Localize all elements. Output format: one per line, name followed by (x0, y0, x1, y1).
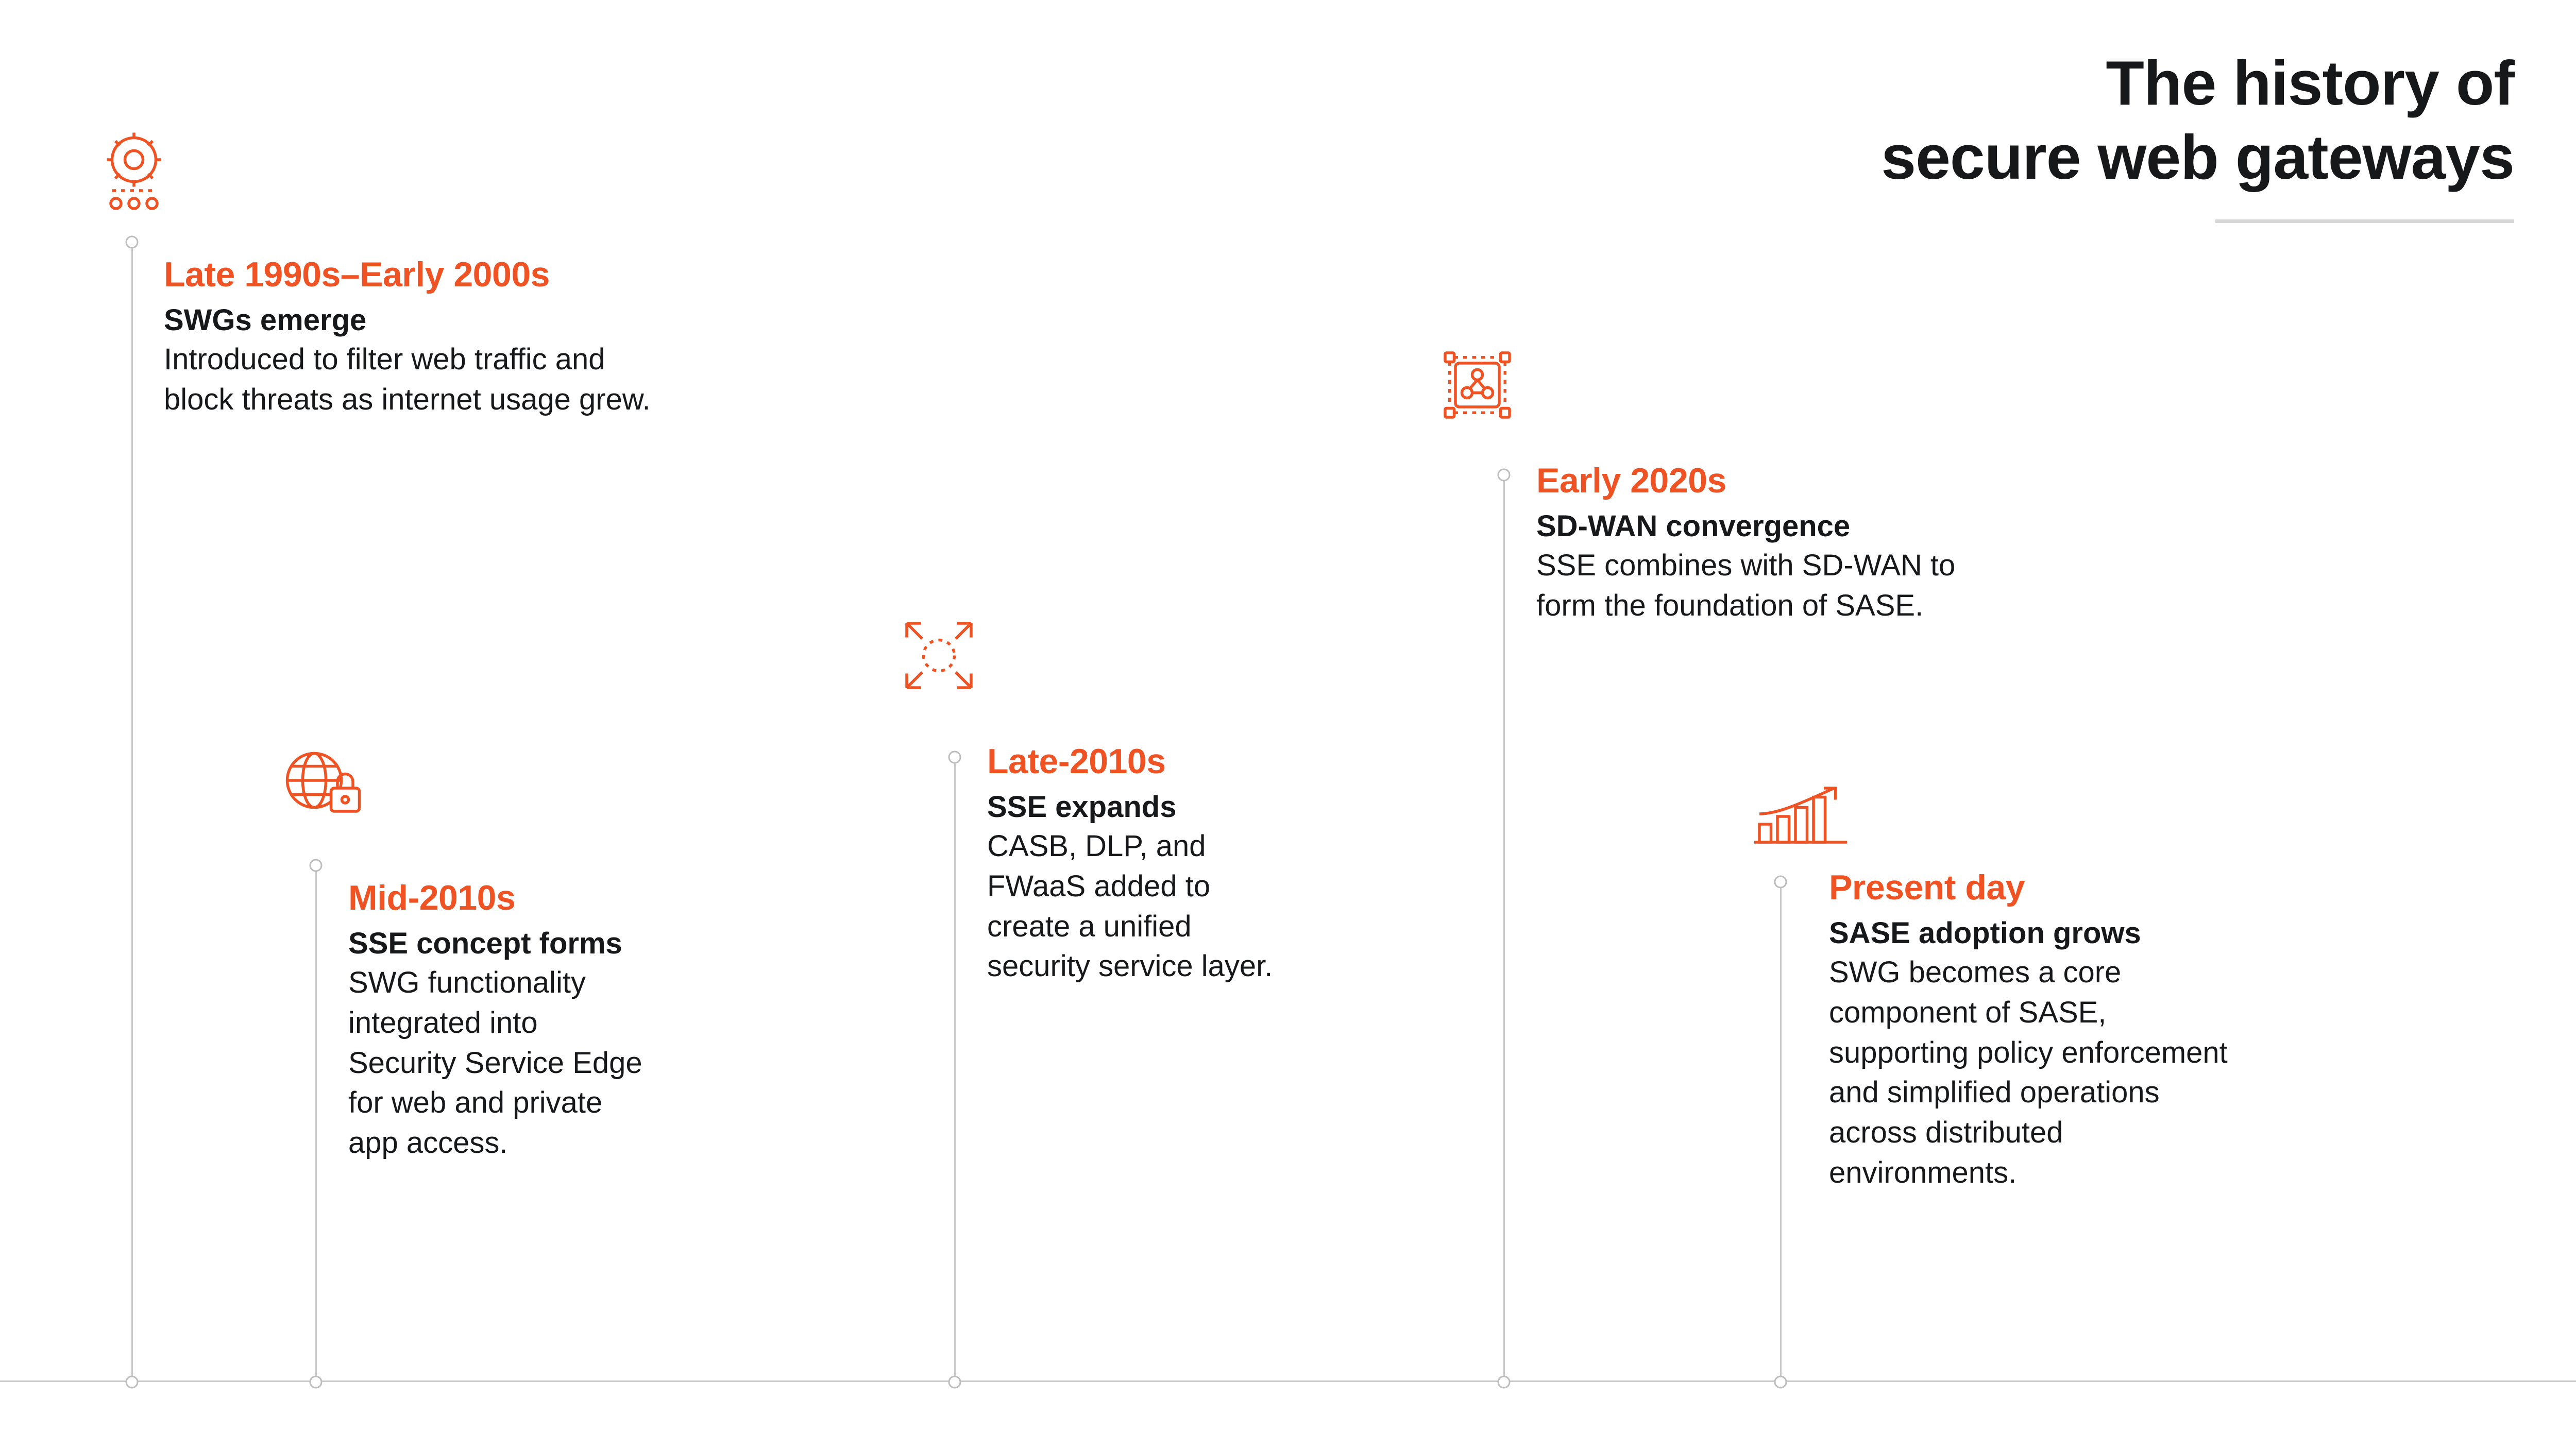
timeline-stem-2 (315, 865, 317, 1382)
timeline-entry-2 (348, 878, 915, 1163)
timeline-stem-4 (1503, 475, 1505, 1382)
timeline-entry-5-body-line-6: environments. (1829, 1155, 2017, 1189)
timeline-entry-3-body-line-1: CASB, DLP, and (987, 829, 1206, 863)
timeline-entry-2-body-line-4: for web and private (348, 1086, 603, 1120)
timeline-entry-3-body-line-2: FWaaS added to (987, 869, 1211, 903)
timeline-entry-1-headline: SWGs emerge (164, 303, 367, 337)
gear-settings-icon (90, 124, 178, 216)
timeline-entry-5-headline: SASE adoption grows (1829, 916, 2141, 950)
timeline-entry-2-era: Mid-2010s (348, 878, 516, 917)
timeline-entry-3-headline: SSE expands (987, 790, 1177, 824)
timeline-base-dot-1 (126, 1376, 139, 1389)
network-nodes-icon (1435, 343, 1520, 428)
timeline-stem-3 (954, 757, 956, 1382)
page-title (1278, 46, 2514, 223)
timeline-entry-3-body-line-4: security service layer. (987, 949, 1273, 983)
timeline-entry-2-body-line-3: Security Service Edge (348, 1046, 642, 1080)
timeline-base-dot-2 (310, 1376, 323, 1389)
timeline-baseline (0, 1380, 2576, 1382)
page-title-line-1: The history of (2106, 48, 2514, 118)
page-title-line-2: secure web gateways (1881, 122, 2514, 192)
timeline-node-3 (948, 751, 961, 764)
timeline-base-dot-3 (948, 1376, 961, 1389)
timeline-entry-4-body-line-2: form the foundation of SASE. (1536, 588, 1924, 622)
timeline-entry-4-headline: SD-WAN convergence (1536, 509, 1851, 543)
timeline-entry-4 (1536, 461, 2361, 626)
globe-lock-icon (278, 749, 368, 822)
timeline-stem-5 (1780, 882, 1782, 1382)
timeline-entry-5-body-line-3: supporting policy enforcement (1829, 1035, 2228, 1069)
timeline-entry-2-body-line-2: integrated into (348, 1005, 538, 1039)
timeline-entry-5-era: Present day (1829, 868, 2025, 907)
timeline-entry-1 (164, 255, 1040, 420)
timeline-entry-3-body-line-3: create a unified (987, 909, 1192, 943)
timeline-entry-2-body-line-1: SWG functionality (348, 966, 586, 1000)
timeline-node-5 (1774, 876, 1787, 889)
timeline-entry-5-body-line-4: and simplified operations (1829, 1076, 2160, 1110)
timeline-node-2 (310, 859, 323, 872)
timeline-entry-5 (1829, 868, 2524, 1193)
timeline-entry-2-body-line-5: app access. (348, 1126, 508, 1160)
expand-arrows-icon (899, 616, 979, 695)
timeline-entry-1-body-line-1: Introduced to filter web traffic and (164, 343, 605, 377)
timeline-entry-5-body-line-2: component of SASE, (1829, 995, 2107, 1029)
timeline-node-4 (1498, 469, 1511, 482)
timeline-entry-3-era: Late-2010s (987, 742, 1166, 781)
growth-chart-icon (1749, 783, 1852, 847)
timeline-entry-1-body-line-2: block threats as internet usage grew. (164, 382, 651, 416)
timeline-entry-4-body-line-1: SSE combines with SD-WAN to (1536, 549, 1956, 583)
timeline-entry-3 (987, 742, 1554, 986)
timeline-entry-4-era: Early 2020s (1536, 461, 1726, 500)
timeline-entry-1-era: Late 1990s–Early 2000s (164, 255, 550, 294)
title-underline-rule (2215, 219, 2514, 223)
timeline-entry-5-body-line-1: SWG becomes a core (1829, 956, 2122, 990)
timeline-entry-5-body-line-5: across distributed (1829, 1116, 2063, 1150)
timeline-base-dot-4 (1498, 1376, 1511, 1389)
timeline-entry-2-headline: SSE concept forms (348, 927, 622, 961)
timeline-stem-1 (131, 242, 133, 1382)
timeline-node-1 (126, 236, 139, 249)
timeline-base-dot-5 (1774, 1376, 1787, 1389)
